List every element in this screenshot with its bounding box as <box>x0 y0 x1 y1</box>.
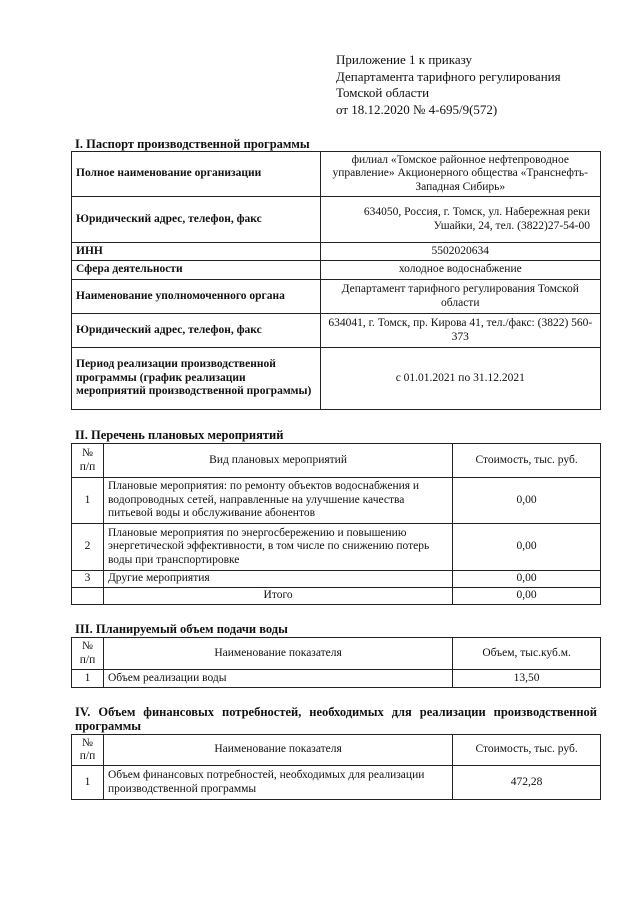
table-row <box>72 152 601 197</box>
total-label: Итого <box>103 588 452 605</box>
row-num: 1 <box>72 478 104 524</box>
section-2-title: II. Перечень плановых мероприятий <box>75 428 284 442</box>
row-num: 1 <box>72 670 104 688</box>
passport-label: Юридический адрес, телефон, факс <box>72 314 321 348</box>
col-cost-header: Стоимость, тыс. руб. <box>453 735 601 766</box>
passport-value <box>320 197 600 243</box>
row-num: 2 <box>72 524 104 571</box>
table-header-row <box>72 638 601 670</box>
row-num: 1 <box>72 766 104 800</box>
passport-table <box>71 151 601 410</box>
passport-label: Период реализации производственной программы (график реализации мероприятий производственной программы) <box>72 348 321 410</box>
col-name-header: Наименование показателя <box>103 735 452 766</box>
table-row <box>72 766 601 800</box>
section-1-title: I. Паспорт производственной программы <box>75 137 310 151</box>
passport-value: филиал «Томское районное нефтепроводное управление» Акционерного общества «Транснефть-Западная Сибирь» <box>320 152 600 197</box>
col-value-header: Объем, тыс.куб.м. <box>453 638 601 670</box>
total-value: 0,00 <box>453 588 601 605</box>
col-num-header: № п/п <box>72 444 104 478</box>
header-line-2: Департамента тарифного регулирования <box>336 68 561 84</box>
passport-label: Юридический адрес, телефон, факс <box>72 197 321 243</box>
financial-needs-table <box>71 734 601 800</box>
total-num-empty <box>72 588 104 605</box>
passport-label: Наименование уполномоченного органа <box>72 280 321 314</box>
table-row <box>72 571 601 588</box>
table-row <box>72 261 601 280</box>
col-name-header: Вид плановых мероприятий <box>103 444 452 478</box>
row-cost: 0,00 <box>453 478 601 524</box>
passport-value: Департамент тарифного регулирования Томской области <box>320 280 600 314</box>
passport-value: холодное водоснабжение <box>320 261 600 280</box>
passport-value: 5502020634 <box>320 243 600 261</box>
passport-label: ИНН <box>72 243 321 261</box>
section-4-title: IV. Объем финансовых потребностей, необходимых для реализации производственной программы <box>75 705 597 733</box>
row-name: Объем реализации воды <box>103 670 452 688</box>
passport-value-text: 634050, Россия, г. Томск, ул. Набережная реки Ушайки, 24, тел. (3822)27-54-00 <box>363 206 590 232</box>
table-row <box>72 478 601 524</box>
row-cost: 0,00 <box>453 524 601 571</box>
header-line-4: от 18.12.2020 № 4-695/9(572) <box>336 101 498 117</box>
passport-value: с 01.01.2021 по 31.12.2021 <box>320 348 600 410</box>
col-num-header: № п/п <box>72 638 104 670</box>
row-value: 13,50 <box>453 670 601 688</box>
row-name: Другие мероприятия <box>103 571 452 588</box>
passport-label: Полное наименование организации <box>72 152 321 197</box>
row-num: 3 <box>72 571 104 588</box>
table-row <box>72 670 601 688</box>
col-cost-header: Стоимость, тыс. руб. <box>453 444 601 478</box>
table-row <box>72 280 601 314</box>
row-value: 472,28 <box>453 766 601 800</box>
header-line-1: Приложение 1 к приказу <box>336 52 473 67</box>
table-row <box>72 197 601 243</box>
passport-label: Сфера деятельности <box>72 261 321 280</box>
table-row <box>72 243 601 261</box>
table-header-row <box>72 444 601 478</box>
row-name: Объем финансовых потребностей, необходимых для реализации производственной программы <box>103 766 452 800</box>
section-3-title: III. Планируемый объем подачи воды <box>75 622 288 636</box>
table-total-row <box>72 588 601 605</box>
row-cost: 0,00 <box>453 571 601 588</box>
header-line-3: Томской области <box>336 85 430 100</box>
col-num-header: № п/п <box>72 735 104 766</box>
passport-value: 634041, г. Томск, пр. Кирова 41, тел./факс: (3822) 560-373 <box>320 314 600 348</box>
table-row <box>72 314 601 348</box>
document-header <box>336 52 561 118</box>
planned-measures-table <box>71 443 601 605</box>
table-row <box>72 348 601 410</box>
col-name-header: Наименование показателя <box>103 638 452 670</box>
row-name: Плановые мероприятия: по ремонту объектов водоснабжения и водопроводных сетей, направленные на улучшение качества питьевой воды и обслуживание абонентов <box>103 478 452 524</box>
table-header-row <box>72 735 601 766</box>
water-volume-table <box>71 637 601 688</box>
row-name: Плановые мероприятия по энергосбережению и повышению энергетической эффективности, в том числе по снижению потерь воды при транспортировке <box>103 524 452 571</box>
table-row <box>72 524 601 571</box>
